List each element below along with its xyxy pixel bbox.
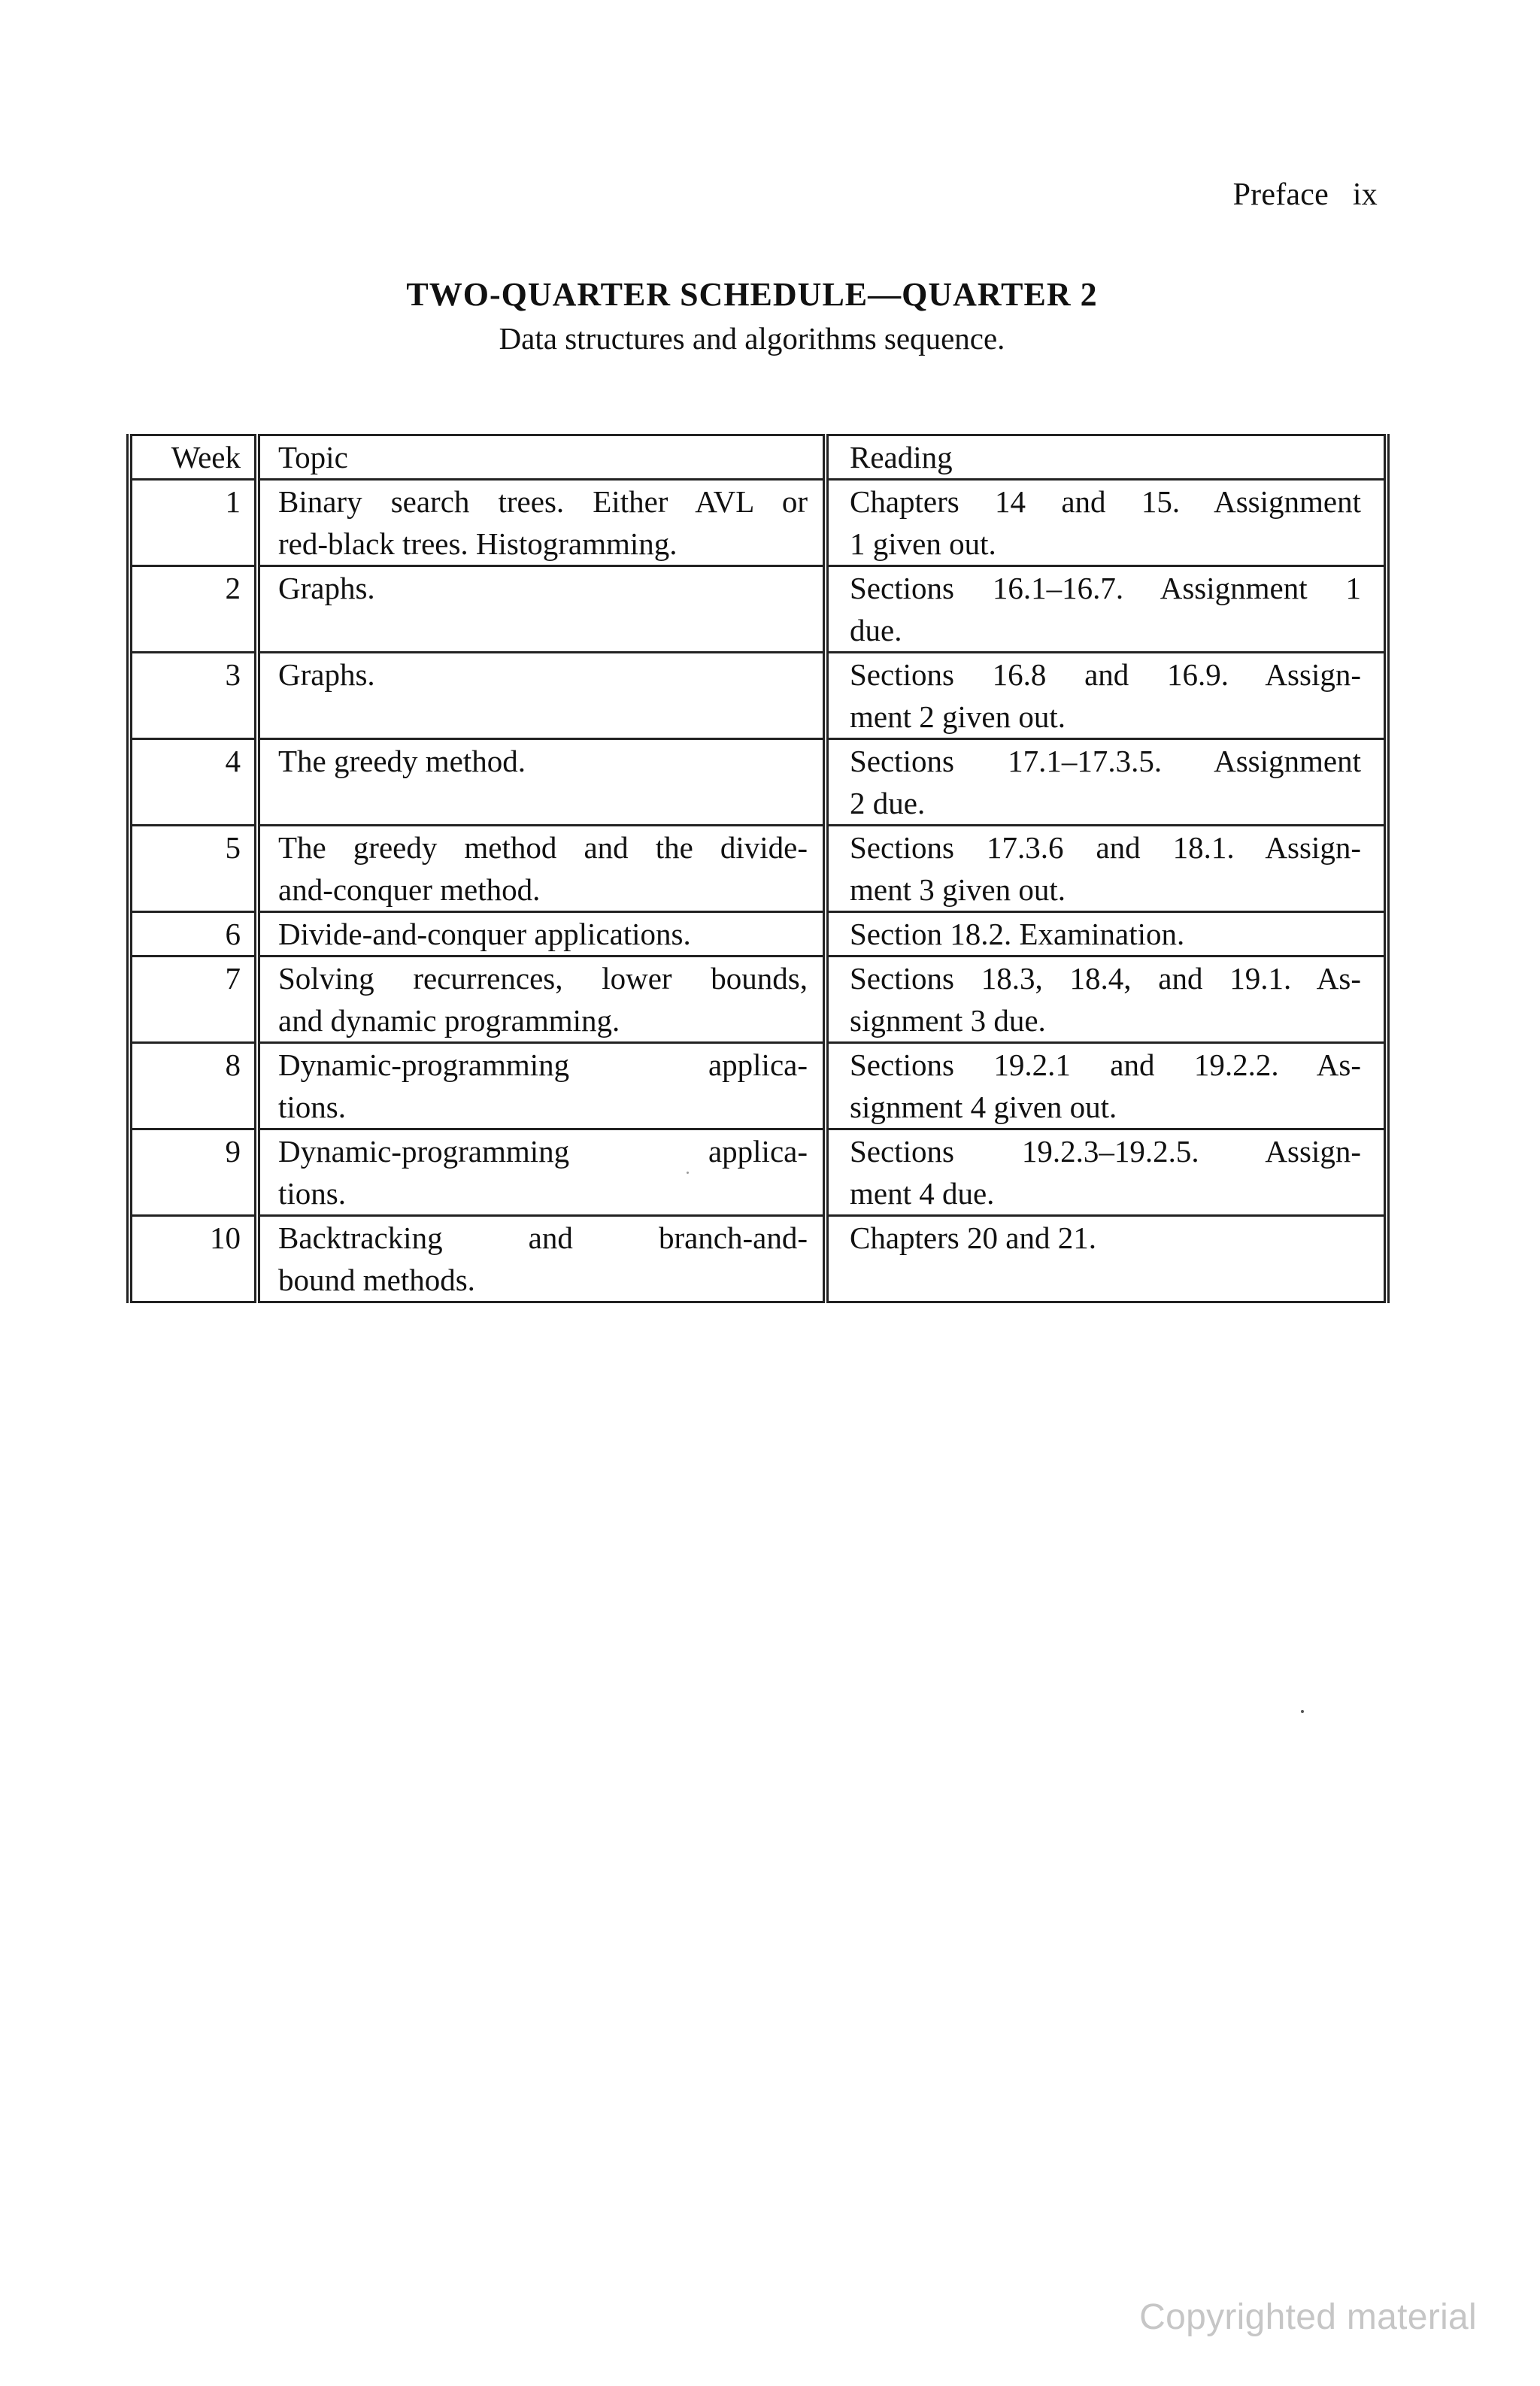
scan-speck xyxy=(1301,1710,1304,1713)
topic-line: tions. xyxy=(278,1090,346,1124)
reading-line: Section 18.2. Examination. xyxy=(850,917,1185,951)
week-cell: 5 xyxy=(129,826,257,912)
table-row xyxy=(129,957,1387,1043)
reading-line: Sections 17.3.6 and 18.1. Assign- xyxy=(850,830,1361,865)
schedule-subtitle: Data structures and algorithms sequence. xyxy=(499,321,1005,356)
column-header-topic: Topic xyxy=(257,435,826,480)
reading-line: due. xyxy=(850,613,902,647)
topic-cell xyxy=(257,912,826,957)
topic-cell xyxy=(257,480,826,566)
topic-line: and-conquer method. xyxy=(278,872,541,907)
copyright-watermark: Copyrighted material xyxy=(1139,2297,1477,2337)
table-row xyxy=(129,826,1387,912)
week-cell: 4 xyxy=(129,739,257,826)
schedule-title: TWO-QUARTER SCHEDULE—QUARTER 2 xyxy=(406,276,1098,313)
schedule-table xyxy=(126,434,1390,1303)
topic-line: Graphs. xyxy=(278,657,375,692)
topic-line: Graphs. xyxy=(278,571,375,605)
reading-cell xyxy=(826,480,1387,566)
column-header-week: Week xyxy=(129,435,257,480)
topic-cell xyxy=(257,566,826,653)
reading-line: Sections 17.1–17.3.5. Assignment xyxy=(850,744,1361,778)
table-row xyxy=(129,1129,1387,1216)
topic-line: Binary search trees. Either AVL or xyxy=(278,484,808,519)
week-cell: 6 xyxy=(129,912,257,957)
reading-cell xyxy=(826,1043,1387,1129)
week-cell: 3 xyxy=(129,653,257,739)
topic-line: The greedy method and the divide- xyxy=(278,830,808,865)
topic-line: Dynamic-programming applica- xyxy=(278,1047,808,1082)
page-number: ix xyxy=(1352,177,1378,212)
reading-cell xyxy=(826,653,1387,739)
topic-line: Divide-and-conquer applications. xyxy=(278,917,691,951)
reading-line: Sections 19.2.1 and 19.2.2. As- xyxy=(850,1047,1361,1082)
schedule-table-body xyxy=(129,480,1387,1302)
week-cell: 9 xyxy=(129,1129,257,1216)
topic-line: Solving recurrences, lower bounds, xyxy=(278,961,808,996)
reading-cell xyxy=(826,1216,1387,1302)
running-head xyxy=(1233,179,1378,211)
week-cell: 7 xyxy=(129,957,257,1043)
topic-cell xyxy=(257,1129,826,1216)
topic-cell xyxy=(257,739,826,826)
week-cell: 1 xyxy=(129,480,257,566)
reading-line: ment 3 given out. xyxy=(850,872,1066,907)
topic-line: red-black trees. Histogramming. xyxy=(278,526,678,561)
reading-line: ment 4 due. xyxy=(850,1176,995,1211)
reading-cell xyxy=(826,1129,1387,1216)
week-cell: 10 xyxy=(129,1216,257,1302)
column-header-reading: Reading xyxy=(826,435,1387,480)
reading-line: ment 2 given out. xyxy=(850,699,1066,734)
reading-line: Chapters 14 and 15. Assignment xyxy=(850,484,1361,519)
week-cell: 2 xyxy=(129,566,257,653)
topic-line: and dynamic programming. xyxy=(278,1003,620,1038)
reading-line: signment 3 due. xyxy=(850,1003,1046,1038)
reading-line: Sections 16.1–16.7. Assignment 1 xyxy=(850,571,1361,605)
reading-line: signment 4 given out. xyxy=(850,1090,1117,1124)
topic-cell xyxy=(257,1043,826,1129)
table-row xyxy=(129,566,1387,653)
reading-cell xyxy=(826,739,1387,826)
topic-line: The greedy method. xyxy=(278,744,526,778)
reading-line: Chapters 20 and 21. xyxy=(850,1220,1096,1255)
reading-line: 1 given out. xyxy=(850,526,996,561)
reading-cell xyxy=(826,912,1387,957)
week-cell: 8 xyxy=(129,1043,257,1129)
table-row xyxy=(129,739,1387,826)
table-row xyxy=(129,1216,1387,1302)
topic-cell xyxy=(257,1216,826,1302)
topic-cell xyxy=(257,653,826,739)
table-row xyxy=(129,653,1387,739)
table-row xyxy=(129,912,1387,957)
running-head-label: Preface xyxy=(1232,177,1329,212)
reading-cell xyxy=(826,826,1387,912)
topic-cell xyxy=(257,957,826,1043)
reading-line: 2 due. xyxy=(850,786,926,820)
topic-cell xyxy=(257,826,826,912)
topic-line: bound methods. xyxy=(278,1263,475,1297)
topic-line: Backtracking and branch-and- xyxy=(278,1220,808,1255)
reading-cell xyxy=(826,957,1387,1043)
table-row xyxy=(129,480,1387,566)
topic-line: tions. xyxy=(278,1176,346,1211)
table-header-row xyxy=(129,435,1387,480)
reading-line: Sections 19.2.3–19.2.5. Assign- xyxy=(850,1134,1361,1169)
reading-line: Sections 18.3, 18.4, and 19.1. As- xyxy=(850,961,1361,996)
reading-cell xyxy=(826,566,1387,653)
reading-line: Sections 16.8 and 16.9. Assign- xyxy=(850,657,1361,692)
scan-speck xyxy=(687,1172,689,1174)
table-row xyxy=(129,1043,1387,1129)
topic-line: Dynamic-programming applica- xyxy=(278,1134,808,1169)
